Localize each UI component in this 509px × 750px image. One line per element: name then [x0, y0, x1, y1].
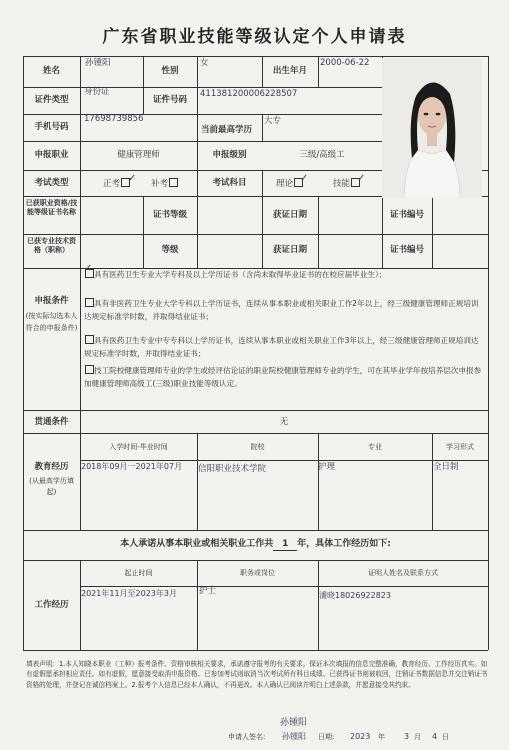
label-sign: 申请人签名: — [228, 733, 266, 741]
label-edu-history: 教育经历 — [34, 462, 69, 472]
value-education: 大专 — [264, 116, 282, 126]
value-id-type: 身份证 — [84, 87, 110, 97]
checkbox-condition-2-icon — [85, 298, 94, 307]
value-birth: 2000-06-22 — [320, 58, 370, 68]
label-work-history: 工作经历 — [34, 600, 69, 610]
label-date: 日期: — [318, 733, 335, 741]
work-commitment: 本人承诺从事本职业或相关职业工作共 1 年，具体工作经历如下: — [120, 539, 391, 549]
label-month: 月 — [414, 733, 421, 741]
work-col-post: 职务或岗位 — [240, 569, 275, 577]
label-grade: 等级 — [161, 245, 179, 255]
edu-col-major: 专业 — [368, 443, 382, 451]
label-level: 申报级别 — [212, 150, 247, 160]
label-got-cert-name: 已获职业资格/技能等级证书名称 — [25, 199, 78, 216]
check-mark-normal-icon: ✓ — [128, 173, 137, 184]
label-date-got-1: 获证日期 — [272, 210, 307, 220]
exam-normal: 正考 — [103, 178, 130, 190]
checkbox-condition-3-icon — [85, 335, 94, 344]
label-edu-note: (从最高学历填起) — [29, 477, 74, 496]
value-gender: 女 — [200, 58, 209, 68]
checkbox-makeup-icon — [169, 178, 178, 187]
label-phone: 手机号码 — [34, 122, 69, 132]
label-conditions-note: (按实际勾选本人符合的申报条件) — [25, 312, 78, 332]
condition-3: 具有医药卫生专业中专专科以上学历证书，连续从事本职业或相关职业工作3年以上，经三级健康管理师正规培训达规定标准学时数，并取得结业证书； — [84, 336, 479, 359]
value-phone: 17698739856 — [84, 114, 144, 124]
form-title: 广东省职业技能等级认定个人申请表 — [102, 27, 407, 47]
subject-skill: 技能 — [333, 178, 360, 190]
sign-month: 3 — [404, 732, 410, 741]
edu-col-school: 院校 — [250, 443, 265, 451]
label-name: 姓名 — [42, 66, 60, 76]
check-mark-skill-icon: ✓ — [357, 173, 366, 184]
condition-1: 具有医药卫生专业大学专科及以上学历证书（含尚未取得毕业证书的在校应届毕业生）； — [84, 268, 484, 281]
label-exam-type: 考试类型 — [34, 178, 69, 188]
label-date-got-2: 获证日期 — [272, 245, 307, 255]
edu-school: 信阳职业技术学院 — [198, 464, 267, 474]
applicant-photo — [382, 58, 482, 198]
label-through: 贯通条件 — [34, 417, 69, 427]
condition-4: 技工院校健康管理师专业的学生或经评估论证的职业院校健康管理师专业的学生，可在其毕业学年按培养层次申报参加健康管理师高级工(三级)职业技能等级认定。 — [84, 366, 482, 389]
work-col-time: 起止时间 — [124, 569, 153, 577]
label-occupation: 申报职业 — [34, 150, 69, 160]
label-id-type: 证件类型 — [34, 95, 69, 105]
check-mark-theory-icon: ✓ — [300, 173, 309, 184]
label-birth: 出生年月 — [272, 66, 307, 76]
edu-major: 护理 — [318, 462, 336, 472]
label-cert-no-1: 证书编号 — [389, 210, 424, 220]
sign-year: 2023 — [350, 732, 371, 741]
work-time: 2021年11月至2023年3月 — [81, 589, 177, 598]
edu-time: 2018年09月一2021年07月 — [81, 462, 183, 471]
frame-right — [488, 56, 489, 650]
checkbox-condition-4-icon — [85, 365, 94, 374]
work-ref: 潘晓18026922823 — [319, 591, 391, 600]
value-id-no: 411381200006228507 — [200, 89, 298, 99]
label-year: 年 — [378, 733, 385, 741]
value-name: 孙锺阳 — [85, 58, 111, 68]
exam-makeup: 补考 — [151, 178, 178, 190]
edu-col-time: 入学时间-毕业时间 — [109, 443, 168, 451]
edu-col-form: 学习形式 — [446, 443, 474, 451]
subject-theory: 理论 — [276, 178, 303, 190]
label-id-no: 证件号码 — [152, 95, 187, 105]
label-gender: 性别 — [161, 66, 179, 76]
label-cert-no-2: 证书编号 — [389, 245, 424, 255]
work-years: 1 — [273, 539, 297, 551]
check-mark-condition-1-icon: ✓ — [84, 263, 93, 274]
declaration: 填表声明：1.本人知晓本职业（工种）报考条件、资格审核相关要求，承诺遵守报考的有关要求。保证本次填报的信息完整准确，教育经历、工作经历真实。如有虚假愿承担相应责任。如有虚假，愿意接受取消申报资格、已参加考试则取消当次考试所有科目成绩、已获得证书则被收回，注销证书数据信息并交注销证书资格的处理，并登记在诚信档案上。2.报考个人信息已经本人确认，不再更改。本人确认已阅读并明白上述条款，并愿意接受其约束。 — [26, 660, 488, 689]
label-subject: 考试科目 — [212, 178, 247, 188]
signature-name: 孙锺阳 — [282, 732, 306, 741]
work-post: 护士 — [199, 586, 217, 596]
frame-top — [23, 56, 488, 57]
signature-handwritten: 孙锺阳 — [280, 718, 308, 728]
label-conditions: 申报条件 — [34, 296, 69, 306]
frame-bottom-table — [23, 650, 488, 651]
label-education: 当前最高学历 — [201, 125, 253, 135]
work-col-ref: 证明人姓名及联系方式 — [368, 569, 438, 577]
value-level: 三级/高级工 — [299, 150, 345, 160]
label-got-title: 已获专业技术资格（职称） — [27, 237, 76, 254]
value-through: 无 — [279, 417, 289, 427]
sign-day: 4 — [432, 732, 438, 741]
value-occupation: 健康管理师 — [117, 150, 160, 160]
label-day: 日 — [442, 733, 449, 741]
edu-form: 全日制 — [433, 462, 459, 472]
condition-2: 具有非医药卫生专业大学专科以上学历证书，连续从事本职业或相关职业工作2年以上，经三级健康管理师正规培训达规定标准学时数，并取得结业证书； — [84, 299, 479, 322]
label-cert-level: 证书等级 — [152, 210, 187, 220]
portrait-image — [382, 58, 482, 198]
